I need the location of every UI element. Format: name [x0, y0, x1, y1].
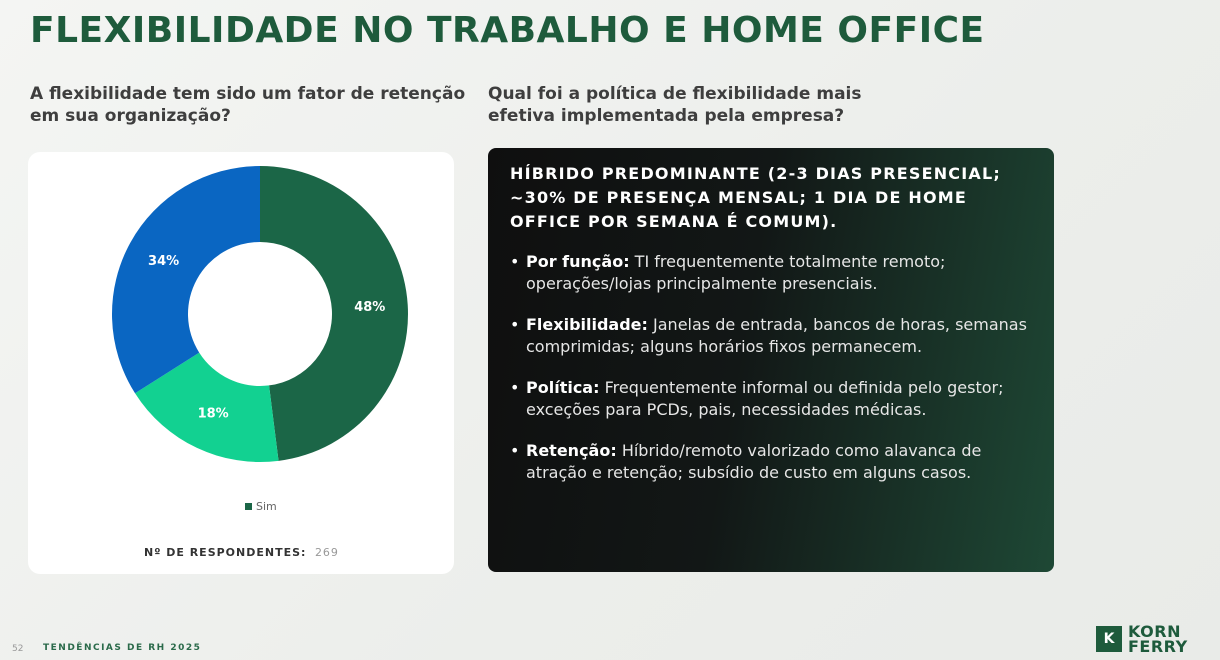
bullet-label: Retenção:: [526, 441, 617, 460]
page-number: 52: [12, 644, 24, 654]
right-question: Qual foi a política de flexibilidade mais efetiva implementada pela empresa?: [488, 84, 862, 126]
brand-mark-icon: K: [1096, 626, 1122, 652]
data-label-48: 48%: [354, 300, 386, 316]
bullet-label: Por função:: [526, 252, 630, 271]
bullet-text: TI frequentemente totalmente remoto; operações/lojas principalmente presenciais.: [526, 252, 946, 293]
policy-heading: HÍBRIDO PREDOMINANTE (2-3 DIAS PRESENCIAL; ~30% DE PRESENÇA MENSAL; 1 DIA DE HOME OFFICE POR SEMANA É COMUM).: [510, 164, 1001, 231]
policy-bullet-retencao: [510, 440, 1030, 484]
data-label-18: 18%: [197, 406, 229, 422]
policy-bullet-politica: [510, 377, 1030, 421]
legend-swatch-sim: [245, 503, 252, 510]
respondents-value: 269: [314, 546, 339, 559]
data-label-34: 34%: [148, 254, 180, 270]
policy-bullet-funcao: [510, 251, 1030, 295]
brand-line-1: KORN: [1128, 622, 1181, 641]
chart-card: [28, 152, 454, 574]
respondents-count: [144, 546, 339, 559]
respondents-label: Nº DE RESPONDENTES:: [144, 546, 307, 559]
bullet-label: Política:: [526, 378, 600, 397]
left-question: A flexibilidade tem sido um fator de retenção em sua organização?: [30, 84, 466, 126]
bullet-text: Janelas de entrada, bancos de horas, semanas comprimidas; alguns horários fixos permanecem.: [526, 315, 1027, 356]
donut-slice-48: [260, 166, 408, 461]
legend-label-sim: Sim: [256, 500, 277, 513]
donut-slice-34: [112, 166, 260, 393]
brand-line-2: FERRY: [1128, 637, 1188, 656]
policy-bullet-list: [510, 251, 1030, 484]
bullet-label: Flexibilidade:: [526, 315, 648, 334]
donut-chart: [28, 152, 454, 492]
brand-wordmark: [1128, 624, 1188, 654]
policy-card: [488, 148, 1054, 572]
footer-report-title: TENDÊNCIAS DE RH 2025: [43, 643, 202, 653]
brand-logo: [1096, 624, 1188, 654]
chart-legend: [245, 500, 277, 513]
policy-bullet-flexibilidade: [510, 314, 1030, 358]
page-title: FLEXIBILIDADE NO TRABALHO E HOME OFFICE: [30, 10, 985, 51]
bullet-text: Híbrido/remoto valorizado como alavanca de atração e retenção; subsídio de custo em alguns casos.: [526, 441, 982, 482]
bullet-text: Frequentemente informal ou definida pelo gestor; exceções para PCDs, pais, necessidades médicas.: [526, 378, 1004, 419]
